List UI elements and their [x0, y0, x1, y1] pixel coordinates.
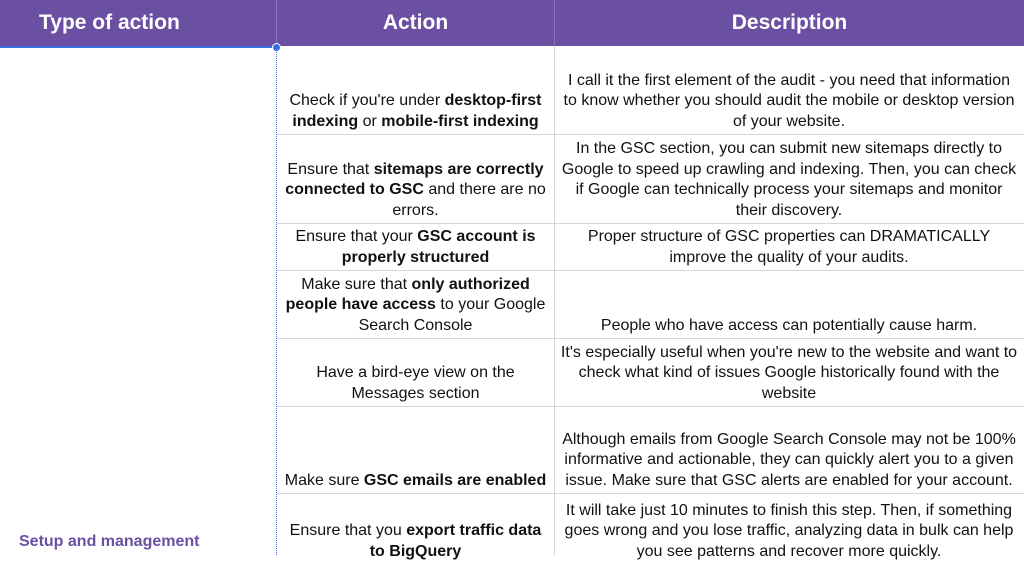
action-cell[interactable] — [277, 494, 554, 564]
action-text-segment: Check if you're under — [289, 92, 445, 109]
header-type-of-action: Type of action — [39, 11, 180, 34]
action-text-segment: to your Google Search Console — [358, 296, 546, 334]
action-text — [283, 521, 548, 562]
table-body — [277, 46, 1024, 564]
header-action: Action — [276, 0, 554, 46]
table-row — [277, 135, 1024, 224]
table-row — [277, 494, 1024, 564]
table-row — [277, 224, 1024, 271]
action-cell[interactable] — [277, 271, 554, 338]
action-text — [283, 275, 548, 337]
description-cell[interactable]: I call it the first element of the audit - you need that information to know whether you should audit the mobile or desktop version of your website. — [563, 71, 1015, 130]
action-text-segment: Ensure that — [287, 160, 374, 178]
description-cell[interactable]: It will take just 10 minutes to finish this step. Then, if something goes wrong and you lose traffic, analyzing data in bulk can help you see patterns and recover more quickly. — [564, 501, 1014, 560]
action-cell[interactable] — [277, 224, 554, 270]
action-text — [283, 91, 548, 132]
header-description: Description — [554, 0, 1024, 46]
action-text — [283, 227, 548, 268]
action-text — [283, 160, 548, 222]
action-text — [283, 363, 548, 404]
action-text-bold: desktop-first indexing — [292, 92, 542, 130]
action-text-segment: or — [358, 112, 382, 130]
action-text-segment: Have a bird-eye view on the Messages section — [316, 364, 515, 402]
action-text-bold: GSC emails are enabled — [363, 471, 547, 489]
action-text-bold: sitemaps are correctly connected to GSC — [285, 160, 544, 198]
action-text-segment: Ensure that you — [289, 522, 407, 539]
action-text-segment: and there are no errors. — [392, 181, 546, 219]
table-header — [0, 0, 1024, 46]
action-text-segment: Make sure that — [301, 275, 412, 293]
action-text-bold: GSC account is properly structured — [341, 228, 536, 266]
description-cell[interactable]: In the GSC section, you can submit new sitemaps directly to Google to speed up crawling and indexing. Then, you can check if Google can technically process your sitemaps and monitor their discovery. — [561, 140, 1017, 219]
action-text-bold: mobile-first indexing — [381, 112, 539, 130]
action-text-segment: Make sure — [284, 471, 364, 489]
action-text-bold: export traffic data to BigQuery — [369, 522, 542, 560]
table-row — [277, 271, 1024, 339]
action-cell[interactable] — [277, 407, 554, 493]
description-cell[interactable]: It's especially useful when you're new to the website and want to check what kind of issues Google historically found with the website — [560, 343, 1018, 402]
table-row — [277, 46, 1024, 135]
description-cell[interactable]: People who have access can potentially cause harm. — [600, 316, 978, 334]
action-cell[interactable] — [277, 135, 554, 223]
description-cell[interactable]: Although emails from Google Search Console may not be 100% informative and actionable, they can quickly alert you to a given issue. Make sure that GSC alerts are enabled for your account. — [562, 430, 1016, 489]
type-of-action-label: Setup and management — [19, 533, 200, 550]
action-cell[interactable] — [277, 46, 554, 134]
action-text-segment: Ensure that your — [295, 228, 418, 245]
action-cell[interactable] — [277, 339, 554, 406]
table-row — [277, 407, 1024, 494]
action-text-bold: only authorized people have access — [285, 275, 530, 313]
table-row — [277, 339, 1024, 407]
action-text — [285, 471, 546, 492]
selection-border — [0, 46, 276, 48]
description-cell[interactable]: Proper structure of GSC properties can DRAMATICALLY improve the quality of your audits. — [587, 228, 991, 266]
